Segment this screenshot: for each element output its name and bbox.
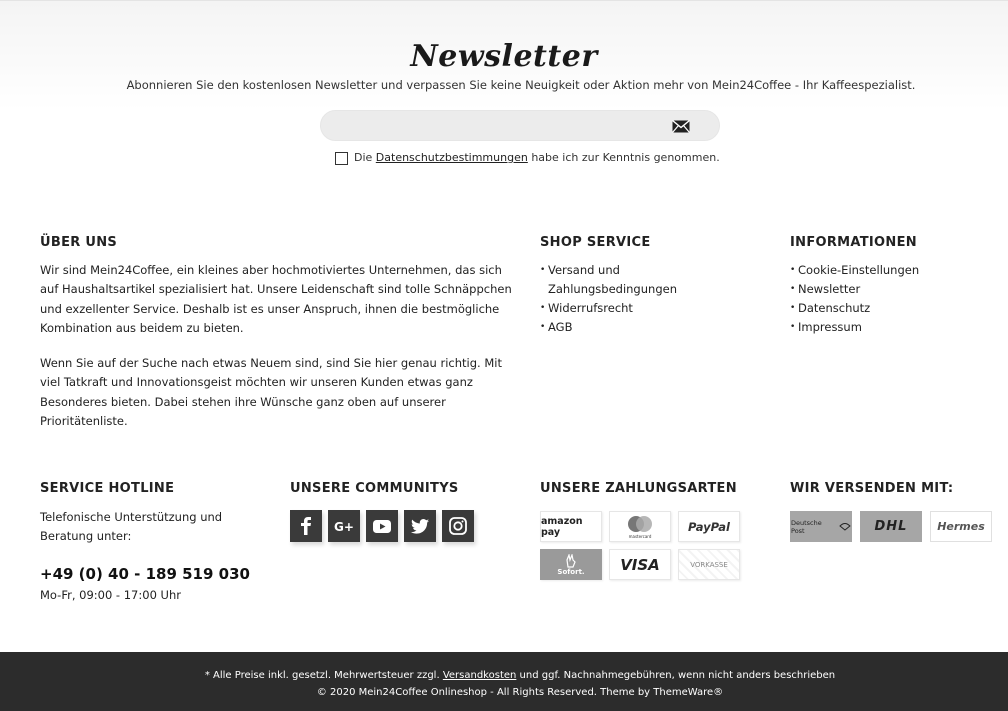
- newsletter-section: [0, 0, 1008, 200]
- hermes-logo: [930, 511, 992, 542]
- link-newsletter[interactable]: Newsletter: [798, 282, 861, 296]
- shop-service-list: [540, 261, 677, 337]
- privacy-consent: [335, 150, 720, 165]
- about-p2-line: viel Tatkraft und Innovationsgeist möchten wir unseren Kunden etwas ganz: [40, 375, 473, 390]
- twitter-icon[interactable]: [404, 510, 436, 542]
- sofort-label: Sofort.: [557, 567, 585, 576]
- link-impressum[interactable]: Impressum: [798, 320, 862, 334]
- svg-text:G+: G+: [334, 520, 354, 533]
- hotline-title: SERVICE HOTLINE: [40, 481, 175, 496]
- about-p1-line: Kombination aus beidem zu bieten.: [40, 320, 244, 335]
- privacy-policy-link[interactable]: Datenschutzbestimmungen: [375, 151, 528, 164]
- instagram-icon[interactable]: [442, 510, 474, 542]
- communities-title: UNSERE COMMUNITYS: [290, 481, 459, 496]
- about-p1-line: und exzellenter Service. Deshalb ist es unser Anspruch, ihnen die bestmögliche: [40, 301, 500, 316]
- facebook-icon[interactable]: [290, 510, 322, 542]
- visa-logo: [609, 549, 671, 580]
- link-versand-line2[interactable]: Zahlungsbedingungen: [548, 282, 677, 296]
- dhl-logo: [860, 511, 922, 542]
- paypal-logo: [678, 511, 740, 542]
- shipping-title: WIR VERSENDEN MIT:: [790, 481, 954, 496]
- about-p2-line: Prioritätenliste.: [40, 413, 128, 428]
- hotline-hours: Mo-Fr, 09:00 - 17:00 Uhr: [40, 588, 181, 602]
- deutsche-post-label: Deutsche Post: [791, 518, 822, 535]
- paypal-label: PayPal: [688, 519, 730, 534]
- dhl-label: DHL: [874, 519, 908, 534]
- info-item-newsletter[interactable]: [790, 280, 919, 299]
- price-notice-prefix: * Alle Preise inkl. gesetzl. Mehrwertsteuer zzgl.: [204, 670, 440, 681]
- youtube-icon[interactable]: [366, 510, 398, 542]
- hotline-line1: Telefonische Unterstützung und: [40, 510, 223, 524]
- link-datenschutz[interactable]: Datenschutz: [798, 301, 871, 315]
- link-agb[interactable]: AGB: [548, 320, 573, 334]
- shop-service-title: SHOP SERVICE: [540, 235, 651, 250]
- sofort-logo: [540, 549, 602, 580]
- about-p2-line: Besonderes bieten. Dabei stehen ihre Wünsche ganz oben auf unserer: [40, 394, 446, 409]
- vorkasse-label: VORKASSE: [690, 560, 728, 569]
- payments-title: UNSERE ZAHLUNGSARTEN: [540, 481, 737, 496]
- price-notice: [0, 670, 1008, 681]
- link-widerrufsrecht[interactable]: Widerrufsrecht: [548, 301, 633, 315]
- google-plus-icon[interactable]: [328, 510, 360, 542]
- social-links: [290, 510, 474, 542]
- payment-methods: [540, 511, 740, 580]
- about-title: ÜBER UNS: [40, 235, 118, 250]
- about-p2-line: Wenn Sie auf der Suche nach etwas Neuem sind, sind Sie hier genau richtig. Mit: [40, 356, 502, 370]
- hotline-line2: Beratung unter:: [40, 529, 132, 544]
- vorkasse-logo: [678, 549, 740, 580]
- about-paragraph-2: [40, 354, 520, 431]
- informationen-list: [790, 261, 919, 337]
- newsletter-form: [320, 110, 720, 141]
- shop-service-item-agb[interactable]: [540, 318, 677, 337]
- link-cookie-einstellungen[interactable]: Cookie-Einstellungen: [798, 263, 920, 277]
- about-paragraph-1: [40, 261, 520, 338]
- newsletter-email-input[interactable]: [335, 117, 655, 135]
- price-notice-suffix: und ggf. Nachnahmegebühren, wenn nicht anders beschrieben: [519, 670, 836, 681]
- mastercard-logo: [609, 511, 671, 542]
- about-p1-line: Wir sind Mein24Coffee, ein kleines aber hochmotiviertes Unternehmen, das sich: [40, 263, 502, 277]
- shop-service-item-widerruf[interactable]: [540, 299, 677, 318]
- shipping-carriers: [790, 511, 992, 542]
- informationen-title: INFORMATIONEN: [790, 235, 917, 250]
- hotline-phone[interactable]: +49 (0) 40 - 189 519 030: [40, 565, 250, 583]
- privacy-checkbox[interactable]: [335, 152, 348, 165]
- send-envelope-icon[interactable]: [669, 116, 693, 136]
- consent-prefix: Die: [354, 151, 373, 164]
- link-versand-line1[interactable]: Versand und: [548, 263, 620, 277]
- hotline-description: [40, 508, 260, 547]
- copyright: © 2020 Mein24Coffee Onlineshop - All Rights Reserved. Theme by ThemeWare®: [316, 687, 724, 698]
- deutsche-post-logo: [790, 511, 852, 542]
- shop-service-item-versand[interactable]: [540, 261, 677, 299]
- visa-label: VISA: [620, 555, 660, 574]
- about-p1-line: auf Haushaltsartikel spezialisiert hat. Unsere Leidenschaft sind tolle Schnäppchen: [40, 282, 512, 297]
- info-item-datenschutz[interactable]: [790, 299, 919, 318]
- bottom-bar: [0, 652, 1008, 711]
- newsletter-title: Newsletter: [410, 39, 598, 74]
- consent-suffix: habe ich zur Kenntnis genommen.: [531, 151, 720, 164]
- info-item-cookies[interactable]: [790, 261, 919, 280]
- amazon-pay-logo: [540, 511, 602, 542]
- hermes-label: Hermes: [937, 520, 985, 533]
- amazon-pay-label: amazon pay: [541, 515, 583, 538]
- shipping-costs-link[interactable]: Versandkosten: [442, 670, 517, 681]
- newsletter-description: Abonnieren Sie den kostenlosen Newsletter und verpassen Sie keine Neuigkeit oder Aktion mehr von Mein24Coffee - Ihr Kaffeespezialist.: [126, 78, 916, 92]
- info-item-impressum[interactable]: [790, 318, 919, 337]
- mastercard-label: mastercard: [628, 533, 652, 539]
